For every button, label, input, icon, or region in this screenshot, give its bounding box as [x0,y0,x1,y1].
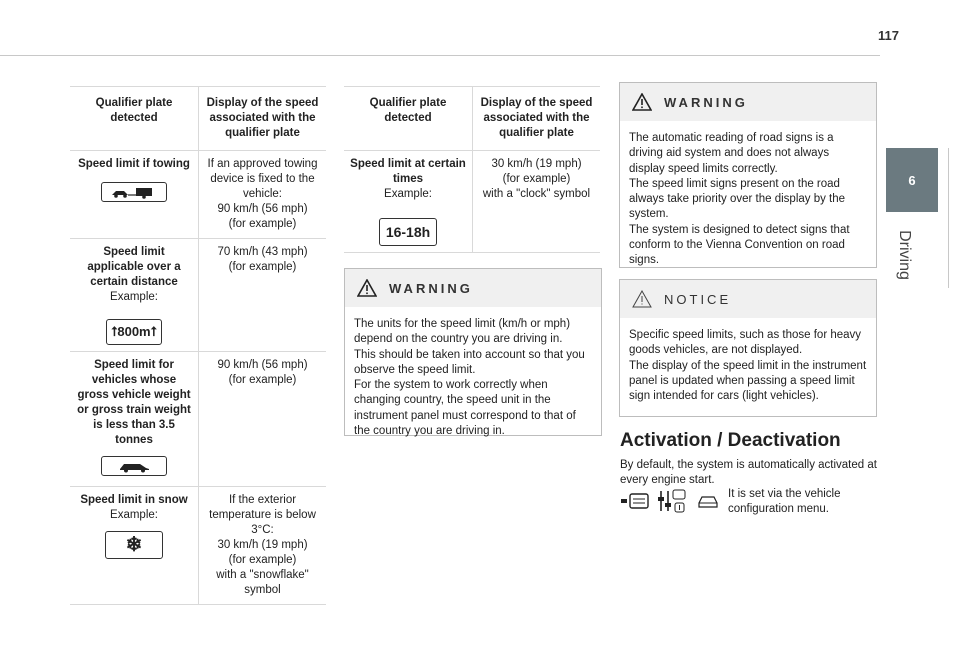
chapter-tab[interactable]: 6 [886,148,938,212]
warning-text: The units for the speed limit (km/h or mph) depend on the country you are driving in. This should be taken into account so that you observe the speed limit. For the system to work correctly when changing country, the speed unit in the instrument panel must correspond to that of the country you are driving in. [354,318,585,438]
notice-box [619,279,877,417]
table-row [70,352,326,487]
table-cell [199,487,327,605]
table-row [70,239,326,352]
table-row [70,487,326,605]
header-rule [0,55,880,56]
table-cell [199,239,327,352]
warning-header [620,83,876,121]
vehicle-icon [696,492,720,510]
page-number: 117 [878,28,899,43]
distance-sign: ⭡800m⭡ [106,319,161,345]
warning-box-2 [619,82,877,268]
notice-text: Specific speed limits, such as those for heavy goods vehicles, are not displayed. The display of the speed limit in the instrument panel is updated when passing a speed limit sign intended for cars (light vehicles). [629,329,867,403]
table-row [70,151,326,239]
car-sign-icon [101,456,167,476]
warning-title: WARNING [664,94,748,110]
activation-text: By default, the system is automatically activated at every engine start. [620,459,877,487]
side-rule [948,148,949,288]
table-header-cell: Qualifier plate detected [70,87,199,151]
table-cell [473,151,601,253]
chapter-title-wrap [884,215,924,295]
warning-title: WARNING [389,280,473,296]
settings-sliders-icon [656,489,690,513]
snowflake-sign-icon: ❄ [105,531,163,559]
warning-header [345,269,601,307]
row-title: Speed limit for vehicles whose gross vehicle weight or gross train weight is less than 3.5 tonnes [77,359,191,446]
time-sign: 16-18h [379,218,437,246]
row-subtitle: Example: [384,188,432,200]
row-description: 30 km/h (19 mph) (for example) with a "clock" symbol [482,158,591,200]
table-cell [199,352,327,487]
warning-text: The automatic reading of road signs is a driving aid system and does not always display speed limits correctly. The speed limit signs present on the road always take priority over the display by the system. The system is designed to detect signs that conform to the Vienna Convention on road signs. [629,132,850,267]
notice-title: NOTICE [664,291,732,307]
row-title: Speed limit in snow [80,494,188,506]
table-cell [70,487,199,605]
row-description: 70 km/h (43 mph) (for example) [217,246,308,273]
row-description: 90 km/h (56 mph) (for example) [217,359,308,386]
screen-icon [620,492,650,510]
table-cell [70,239,199,352]
table-header-cell: Qualifier plate detected [344,87,473,151]
table-header-cell: Display of the speed associated with the qualifier plate [199,87,327,151]
row-title: Speed limit if towing [78,158,190,170]
table-cell [344,151,473,253]
row-description: If the exterior temperature is below 3°C: 30 km/h (19 mph) (for example) with a "snowflake" symbol [209,494,316,596]
towing-sign-icon [101,182,167,202]
section-heading: Activation / Deactivation [620,430,841,451]
chapter-title: Driving [896,230,913,280]
table-cell [70,352,199,487]
notice-header [620,280,876,318]
row-subtitle: Example: [110,291,158,303]
config-text: It is set via the vehicle configuration menu. [728,488,841,516]
row-title: Speed limit at certain times [350,158,466,185]
config-icons [620,489,720,513]
row-subtitle: Example: [110,509,158,521]
table-row [344,151,600,253]
warning-triangle-icon [632,93,652,111]
row-description: If an approved towing device is fixed to the vehicle: 90 km/h (56 mph) (for example) [207,158,318,230]
table-cell [199,151,327,239]
table-header-cell: Display of the speed associated with the qualifier plate [473,87,601,151]
warning-box-1 [344,268,602,436]
table-cell [70,151,199,239]
warning-triangle-icon [357,279,377,297]
row-title: Speed limit applicable over a certain distance [87,246,181,288]
notice-triangle-icon [632,290,652,308]
qualifier-table-2 [344,86,600,253]
qualifier-table-1 [70,86,326,605]
